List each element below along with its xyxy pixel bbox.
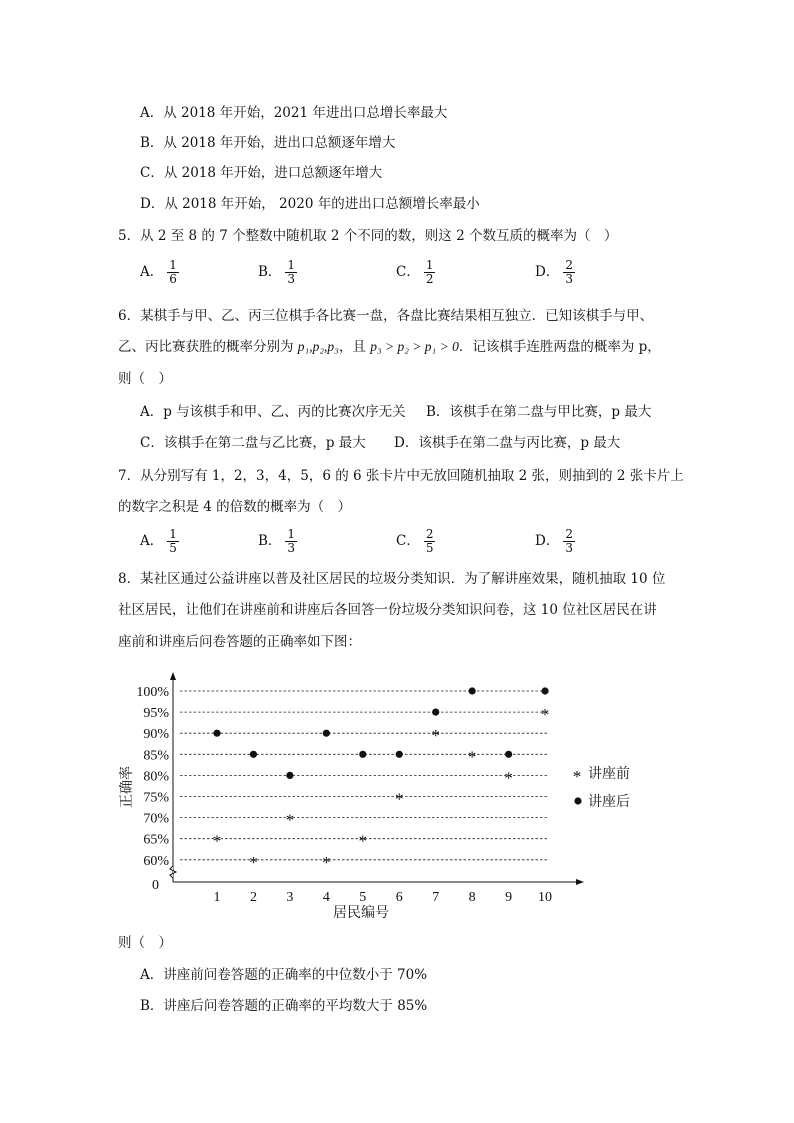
q6-text: ，且 (338, 339, 371, 355)
q6-math: p₁,p₂,p₃ (297, 339, 339, 354)
point-before-lecture: * (395, 789, 404, 809)
option-label: C． (396, 533, 420, 549)
x-tick-label: 9 (505, 890, 513, 905)
q8-option-a: A．讲座前问卷答题的正确率的中位数小于 70% (140, 967, 428, 983)
denominator: 5 (425, 541, 434, 555)
x-tick-label: 2 (249, 890, 257, 905)
numerator: 2 (565, 527, 573, 541)
y-tick-label: 70% (143, 811, 169, 827)
numerator: 1 (287, 527, 296, 541)
q5-stem: 5．从 2 至 8 的 7 个整数中随机取 2 个不同的数，则这 2 个数互质的概率为（ ） (118, 228, 618, 244)
y-axis-arrow (170, 672, 176, 680)
axis-break (170, 866, 176, 878)
point-after-lecture (432, 709, 439, 716)
legend-label-after: 讲座后 (588, 795, 630, 810)
x-axis-label: 居民编号 (333, 906, 389, 921)
y-tick-label: 90% (143, 727, 169, 743)
numerator: 1 (287, 258, 296, 272)
point-before-lecture: * (212, 831, 222, 851)
q8-line4: 则（ ） (118, 935, 172, 951)
q7-line1: 7．从分别写有 1，2，3，4，5，6 的 6 张卡片中无放回随机抽取 2 张，则抽到的 2 张卡片上 (118, 468, 684, 484)
y-tick-label: 100% (136, 685, 169, 700)
q4-option-c: C．从 2018 年开始，进口总额逐年增大 (140, 165, 383, 181)
point-after-lecture (213, 730, 220, 737)
legend-marker-after (574, 797, 581, 804)
numerator: 2 (425, 527, 434, 541)
q4-option-d: D．从 2018 年开始， 2020 年的进出口总额增长率最小 (140, 196, 480, 212)
legend-marker-before: * (572, 767, 582, 786)
y-tick-label: 60% (143, 853, 169, 869)
numerator: 2 (565, 258, 573, 272)
denominator: 2 (425, 272, 434, 286)
option-label: D． (535, 264, 560, 280)
q6-option-a: A．p 与该棋手和甲、乙、丙的比赛次序无关 (140, 404, 406, 420)
point-after-lecture (359, 751, 366, 758)
x-tick-label: 5 (359, 890, 367, 905)
numerator: 1 (169, 527, 177, 541)
point-after-lecture (396, 751, 403, 758)
y-tick-label: 85% (143, 748, 169, 764)
q8-line3: 座前和讲座后问卷答题的正确率如下图： (118, 634, 361, 650)
point-before-lecture: * (467, 747, 477, 767)
numerator: 1 (425, 258, 434, 272)
q8-line1: 8．某社区通过公益讲座以普及社区居民的垃圾分类知识．为了解讲座效果，随机抽取 10 位 (118, 571, 666, 587)
x-tick-label: 1 (213, 890, 221, 905)
y-axis-label: 正确率 (120, 766, 135, 808)
q4-option-a: A．从 2018 年开始，2021 年进出口总增长率最大 (140, 105, 448, 121)
option-label: C． (396, 264, 420, 280)
y-tick-label: 95% (143, 706, 169, 722)
q6-text: ．记该棋手连胜两盘的概率为 p， (458, 339, 661, 355)
q6-text: 乙、丙比赛获胜的概率分别为 (118, 339, 298, 355)
q6-line1: 6．某棋手与甲、乙、丙三位棋手各比赛一盘，各盘比赛结果相互独立．已知该棋手与甲、 (118, 308, 654, 324)
q4-option-b: B．从 2018 年开始，进出口总额逐年增大 (140, 135, 396, 151)
point-before-lecture: * (431, 726, 440, 746)
q6-math: p₃ > p₂ > p₁ > 0 (370, 339, 459, 354)
q8-option-b: B．讲座后问卷答题的正确率的平均数大于 85% (140, 998, 428, 1014)
x-tick-label: 10 (538, 890, 553, 905)
option-label: A． (140, 533, 164, 549)
y-tick-label: 75% (143, 790, 169, 806)
x-axis-arrow (576, 879, 584, 885)
numerator: 1 (169, 258, 177, 272)
option-label: B． (258, 264, 282, 280)
q6-line3: 则（ ） (118, 371, 172, 387)
denominator: 5 (169, 541, 177, 555)
point-before-lecture: * (285, 810, 295, 830)
point-before-lecture: * (358, 831, 368, 851)
denominator: 3 (287, 541, 296, 555)
y-tick-label: 80% (143, 769, 169, 785)
option-label: A． (140, 264, 164, 280)
option-label: B． (258, 533, 282, 549)
denominator: 3 (565, 541, 573, 555)
denominator: 3 (287, 272, 296, 286)
point-before-lecture: * (540, 705, 550, 725)
point-before-lecture: * (322, 852, 331, 872)
y-tick-label: 65% (143, 832, 169, 848)
point-after-lecture (250, 751, 257, 758)
q8-line2: 社区居民，让他们在讲座前和讲座后各回答一份垃圾分类知识问卷，这 10 位社区居民在讲 (118, 602, 657, 618)
point-after-lecture (505, 751, 512, 758)
legend-label-before: 讲座前 (588, 767, 630, 782)
x-tick-label: 3 (286, 890, 294, 905)
x-tick-label: 7 (432, 890, 440, 905)
q7-line2: 的数字之积是 4 的倍数的概率为（ ） (118, 499, 352, 515)
x-tick-label: 8 (468, 890, 476, 905)
q6-option-d: D．该棋手在第二盘与丙比赛，p 最大 (394, 435, 621, 451)
option-label: D． (535, 533, 560, 549)
x-tick-label: 4 (322, 890, 330, 905)
x-tick-label: 6 (395, 890, 403, 905)
point-after-lecture (286, 772, 293, 779)
point-before-lecture: * (504, 768, 513, 788)
point-after-lecture (541, 687, 548, 694)
denominator: 3 (565, 272, 573, 286)
denominator: 6 (169, 272, 177, 286)
point-after-lecture (469, 687, 476, 694)
point-after-lecture (323, 730, 330, 737)
y-origin-label: 0 (152, 878, 159, 893)
q6-option-b: B．该棋手在第二盘与甲比赛，p 最大 (426, 404, 652, 420)
q6-option-c: C．该棋手在第二盘与乙比赛，p 最大 (140, 435, 366, 451)
point-before-lecture: * (249, 852, 258, 872)
